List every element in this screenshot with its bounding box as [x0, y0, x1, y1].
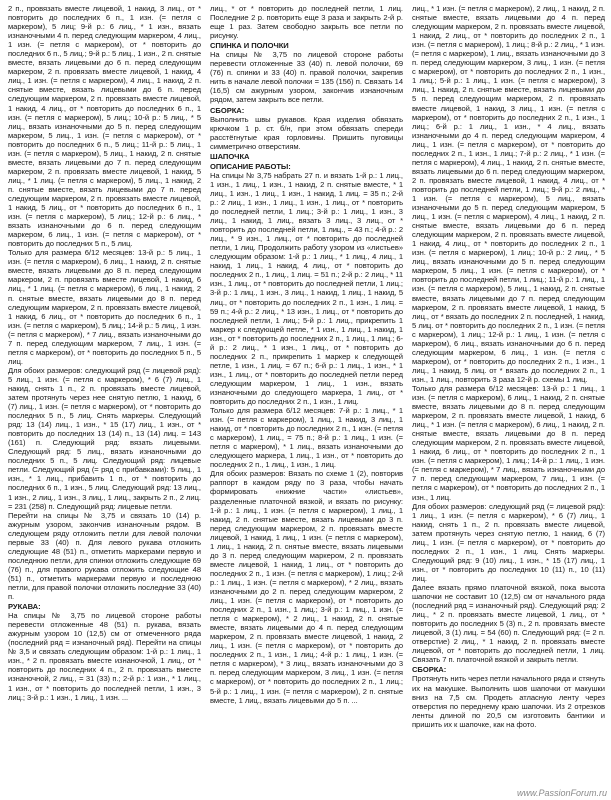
section-heading: ШАПОЧКА: [210, 151, 250, 161]
paragraph: Протянуть нить через петли начального ряда и стянуть их на макушке. Выполнить шов шапочки от макушки вниз на 7,5 см. Продеть атласную ленту через отверстия по переднему краю шапочки. Из 2 отрезков ленты длиной по 20,5 см изготовить бантики и пришить их к шапочке, как на фото.: [412, 674, 605, 729]
section-heading: ОПИСАНИЕ РАБОТЫ:: [210, 161, 291, 171]
section-heading: СБОРКА:: [412, 665, 447, 675]
section-heading: СБОРКА:: [210, 105, 245, 115]
paragraph: Только для размера 6/12 месяцев: 13-й р.: 1 лиц., 1 изн. (= петля с маркером), 6 лиц., 1 накид, 2 п. снятые вместе, вязать лицевыми до 8 п. перед следующим маркером, 2 п. провязать вместе лицевой, 1 накид, 6 лиц., * 1 изн. (= петля с маркером), 6 лиц., 1 накид, 2 п. снятые вместе, вязать лицевыми до 8 п. перед следующим маркером, 2 п. провязать вместе лицевой, 1 накид, 6 лиц., от * повторить до последних 2 п., 1 изн. (= петля с маркером), 1 лиц.; 14-й р.: 1 лиц., 1 изн. (= петля с маркером), * 7 лиц., вязать изнаночными до 7 п. перед следующим маркером, 7 лиц., 1 изн. (= петля с маркером), от * повторить до последних 2 п., 1 изн., 1 лиц.: [412, 383, 605, 502]
section-heading: РУКАВА:: [8, 602, 41, 612]
paragraph: 2 п., провязать вместе лицевой, 1 накид, 3 лиц., от * повторить до последних 6 п., 1 изн. (= петля с маркером), 5 лиц; 9-й р.: 6 лиц., * 1 изн., вязать изнаночными 4 п. перед следующим маркером, 4 лиц., 1 изн. (= петля с маркером), от * повторить до последних 6 п., 5 лиц.; 9-й р.: 5 лиц., 1 изн., 2 п. снятые вместе, вязать лицевыми до 6 п. перед следующим маркером, 2 п. провязать вместе лицевой, 1 накид, 4 лиц., 1 изн. (= петля с маркером), 4 лиц., 1 накид, 2 п. снятые вместе, вязать лицевыми до 6 п. перед следующим маркером, 2 п. провязать вместе лицевой, 1 накид, 4 лиц., от * повторить до последних 6 п., 1 изн. (= петля с маркером), 5 лиц.; 10-й р.: 5 лиц., * 5 лиц., вязать изнаночными до 5 п. перед следующим маркером, 5 лиц., 1 изн. (= петля с маркером), от * повторить до последних 6 п., 5 лиц.; 11-й р.: 5 лиц., 1 изн. (= петля с маркером), 5 лиц., 1 накид, 2 п. снятые вместе, вязать лицевыми до 7 п. перед следующим маркером, 2 п. провязать вместе лицевой, 1 накид, 5 лиц., * 1 лиц. (= петля с маркером), 5 лиц., 1 накид, 2 п. снятые вместе, вязать лицевыми до 7 п. перед следующим маркером, 2 п. провязать вместе лицевой, 1 накид, 5 лиц., от * повторить до последних 6 п., 1 изн. (= петля с маркером), 5 лиц.; 12-й р.: 6 лиц., * вязать изнаночными до 6 п. перед следующим маркером, 6 лиц., 1 изн. (= петля с маркером), от * повторить до последних 5 п., 5 лиц.: [8, 4, 201, 249]
paragraph: Далее вязать прямо платочной вязкой, пока высота шапочки не составит 10 (12,5) см от начального ряда (последний ряд = изнаночный ряд). Следующий ряд: 2 лиц., * 2 п. провязать вместе лицевой, 1 лиц., от * повторить до последних 5 (3) п., 2 п. провязать вместе лицевой, 3 (1) лиц. = 54 (60) п. Следующий ряд: (= 2 п. отверстие) 2 лиц., * 1 накид, 2 п. провязать вместе лицевой, от * повторить до последней петли, 1 лиц. Связать 7 п. платочной вязкой и закрыть петли.: [412, 583, 605, 665]
paragraph: лиц., * от * повторить до последней петли, 1 лиц. Последние 2 р. повторить еще 3 раза и закрыть 2-й р. еще 1 раз. Затем свободно закрыть все петли по рисунку.: [210, 4, 403, 41]
section-heading: СПИНКА И ПОЛОЧКИ: [210, 41, 289, 51]
paragraph: лиц., * 1 изн. (= петля с маркером), 2 лиц., 1 накид, 2 п. снятые вместе, вязать лицевыми до 4 п. перед следующим маркером, 2 п. провязать вместе лицевой, 1 накид, 2 лиц., от * повторить до последних 2 п., 1 изн. (= петля с маркером), 1 лиц.; 8-й р.: 2 лиц., * 1 изн. (= петля с маркером), 1 лиц., вязать изнаночными до 3 п. перед следующим маркером, 3 лиц., 1 изн. (= петля с маркером), от * повторить до последних 2 п., 1 изн., 1 лиц.; 5-й р.: 1 лиц., 1 изн. (= петля с маркером), 3 лиц., 1 накид, 2 п. снятые вместе, вязать лицевыми до 5 п. перед следующим маркером, 2 п. провязать вместе лицевой, 1 накид, 3 лиц., 1 изн. (= петля с маркером), от * повторить до последних 2 п., 1 изн., 1 лиц.; 6-й р.: 1 лиц., 1 изн., * 4 лиц., вязать изнаночными до 4 п. перед следующим маркером, 4 лиц., 1 изн. (= петля с маркером), от * повторить до последних 2 п., 1 изн., 1 лиц.; 7-й р.: 2 лиц., * 1 изн. (= петля с маркером), 4 лиц., 1 накид, 2 п. снятые вместе, вязать лицевыми до 6 п. перед следующим маркером, 2 п. провязать вместе лицевой, 1 накид, 4 лиц., от * повторить до последней петли, 1 лиц.; 9-й р.: 2 лиц., * 1 изн. (= петля с маркером), 5 лиц., вязать изнаночными до 5 п. перед следующим маркером, 5 лиц., 1 изн. (= петля с маркером), 4 лиц., 1 накид, 2 п. снятые вместе, вязать лицевыми до 6 п. перед следующим маркером, 2 п. провязать вместе лицевой, 1 накид, 4 лиц., от * повторить до последних 2 п., 1 изн. (= петля с маркером), 1 лиц.; 10-й р.: 2 лиц., * 5 лиц., вязать изнаночными до 5 п. перед следующим маркером, 5 лиц., 1 изн. (= петля с маркером), от * повторить до последней петли, 1 лиц.; 11-й р.: 1 лиц., 1 изн. (= петля с маркером), 5 лиц., 1 накид, 2 п. снятые вместе, вязать лицевыми до 7 п. перед следующим маркером, 2 п. провязать вместе лицевой, 1 накид, 5 лиц., от * вязать до последних 2 п. последней, 1 накид, 5 лиц. от * повторить до последних 2 п., 1 изн. (= петля с маркером), 1 лиц.; 12-й р.: 1 лиц., 1 изн. (= петля с маркером), 6 лиц., вязать изнаночными до 6 п. перед следующим маркером, 6 лиц., 1 изн. (= петля с маркером), от * повторить до последних 2 п., 1 изн., 1 лиц., 1 накид, 5 лиц. от * вязать до последних 2 п., 1 изн., 1 лиц., повторить 3 раза 12-й р. схемы 1 лиц.: [412, 4, 605, 384]
text-column-1: [8, 4, 201, 796]
paragraph: Для обоих размеров: Вязать по схеме 1 (2), повторив раппорт в каждом ряду по 3 раза, чтобы начать формировать «нижние части» «листьев», разделенные платочной вязкой, и вязать по рисунку: 1-й р.: 1 лиц., 1 изн. (= петля с маркером), 1 лиц., 1 накид, 2 п. снятые вместе, вязать лицевыми до 3 п. перед следующим маркером, 2 п. провязать вместе лицевой, 1 накид, 1 лиц., 1 изн. (= петля с маркером), 1 лиц., 1 накид, 2 п. снятые вместе, вязать лицевыми до 3 п. перед следующим маркером, 2 п. провязать вместе лицевой, 1 накид, 1 лиц., от * повторить до последних 2 п., 1 изн. (= петля с маркером), 1 лиц.; 2-й р.: 1 лиц., 1 изн. (= петля с маркером), * 2 лиц., вязать изнаночными до 2 п. перед следующим маркером, 2 лиц., 1 изн. (= петля с маркером), от * повторить до последних 2 п., 1 изн., 1 лиц.; 3-й р.: 1 лиц., 1 изн. (= петля с маркером), * 2 лиц., 1 накид, 2 п. снятые вместе, вязать лицевыми до 4 п. перед следующим маркером, 2 п. провязать вместе лицевой, 1 накид, 2 лиц., 1 изн. (= петля с маркером), от * повторить до последних 2 п., 1 изн., 1 лиц.; 4-й р.: 1 лиц., 1 изн. (= петля с маркером), * 3 лиц., вязать изнаночными до 3 п. перед следующим маркером, 3 лиц., 1 изн. (= петля с маркером), от * повторить до последних 2 п., 1 лиц.; 5-й р.: 1 лиц., 1 изн. (= петля с маркером), 2 п. снятые вместе, 1 лиц., вязать лицевыми до 5 п. ...: [210, 469, 403, 705]
paragraph: Только для размера 6/12 месяцев: 7-й р.: 1 лиц., * 1 изн. (= петля с маркером), 1 лиц., 1 накид, 3 лиц., 1 накид, от * повторить до последних 2 п., 1 изн. (= петля с маркером), 1 лиц., = 75 п.; 8-й р.: 1 лиц., 1 изн. (= петля с маркером), * 1 лиц., вязать изнаночными до следующего маркера, 1 лиц., 1 изн., от * повторить до последних 2 п., 1 лиц., 1 изн., 1 лиц.: [210, 406, 403, 470]
paragraph: Для обоих размеров: следующий ряд (= лицевой ряд): 1 лиц., 1 изн. (= петля с маркером), * 6 (7) лиц., 1 накид, снять 1 п., 2 п. провязать вместе лицевой, затем протянуть через снятую петлю, 1 накид, 6 (7) лиц., 1 изн. (= петля с маркером), от * повторить до последних 2 п., 1 изн., 1 лиц. Снять маркеры. Следующий ряд: 9 (10) лиц., 1 изн., * 15 (17) лиц., 1 изн., от * повторить до последних 10 (11) п., 10 (11) лиц.: [412, 501, 605, 583]
paragraph: Для обоих размеров: следующий ряд (= лицевой ряд): 5 лиц., 1 изн. (= петля с маркером), * 6 (7) лиц., 1 накид, снять 1 п., 2 п. провязать вместе лицевой, затем протянуть через нее снятую петлю, 1 накид, 6 (7) лиц., 1 изн. (= петля с маркером), от * повторить до последних 5 п., 5 лиц. Снять маркеры. Следующий ряд: 13 (14) лиц., 1 изн., * 15 (17) лиц., 1 изн., от * повторить до последних 13 (14) п., 13 (14) лиц. = 143 (161) п. Следующий ряд: вязать лицевыми. Следующий ряд: 5 лиц., вязать изнаночными до последних 5 п., 5 лиц. Следующий ряд: лицевые петли. Следующий ряд (= ряд с прибавками): 5 лиц., 1 изн., * 1 лиц., прибавить 1 п., от * повторить до последних 6 п., 1 изн., 5 лиц. Следующий ряд: 13 лиц., 1 изн., 2 лиц., 1 изн., 3 лиц., 1 лиц., закрыть 2 п., 2 лиц. = 231 (258) п. Следующий ряд: лицевые петли.: [8, 365, 201, 511]
paragraph: Выполнить швы рукавов. Края изделия обвязать крючком 1 р. ст. б/н, при этом обвязать спереди расстёгнутые края горловины. Пришить пуговицы симметрично отверстиям.: [210, 114, 403, 151]
paragraph: Только для размера 6/12 месяцев: 13-й р.: 5 лиц., 1 изн. (= петля с маркером), 6 лиц., 1 накид, 2 п. снятые вместе, вязать лицевыми до 8 п. перед следующим маркером, 2 п. провязать вместе лицевой, 1 накид, 6 лиц., * 1 лиц. (= петля с маркером), 6 лиц., 1 накид, 2 п. снятые вместе, вязать лицевыми до 8 п. перед следующим маркером, 2 п. провязать вместе лицевой, 1 накид, 6 лиц., от * повторить до последних 6 п., 1 изн. (= петля с маркером), 5 лиц.; 14-й р.: 5 лиц., 1 изн. (= петля с маркером), * 7 лиц., вязать изнаночными до 7 п. перед следующим маркером, 7 лиц., 1 изн. (= петля с маркером), от * повторить до последних 5 п., 5 лиц.: [8, 248, 201, 366]
paragraph: На спицы № 3,75 по лицевой стороне работы перевести отложенные 33 (40) п. левой полочки, 69 (76) п. спинки и 33 (40) п. правой полочки, закрепив нить в начале левой полочки = 135 (156) п. Связать 14 (16,5) см ажурным узором, закончив изнаночным рядом, затем закрыть все петли.: [210, 50, 403, 105]
paragraph: На спицы № 3,75 по лицевой стороне работы перевести отложенные 48 (51) п. рукава, вязать ажурным узором 10 (12,5) см от отмеченного ряда (последний ряд = изнаночный ряд). Перейти на спицы № 3,5 и связать следующим образом: 1-й р.: 1 лиц., 1 изн., * 2 п. провязать вместе изнаночной, 1 лиц., от * повторить до последних 4 п., 2 п. провязать вместе изнаночной, 2 лиц., = 31 (33) п.; 2-й р.: 1 изн., * 1 лиц., 1 изн., от * повторить до последней петли, 1 изн., 3 лиц.; 3-й р.: 1 изн., 1 лиц., 1 изн. ...: [8, 611, 201, 702]
paragraph: Перейти на спицы № 3,75 и связать 10 (14) р. ажурным узором, закончив изнаночным рядом. В следующем ряду отложить петли для левой полочки первые 33 (40) п. Для левого рукава отложить следующие 48 (51) п., отметить маркерами первую и последнюю петли, для спинки отложить следующие 69 (76) п., для правого рукава отложить следующие 48 (51) п., отметить маркерами первую и последнюю петли, для правой полочки отложить последние 33 (40) п.: [8, 510, 201, 602]
site-watermark: www.PassionForum.ru: [516, 788, 607, 798]
text-column-2: [210, 4, 403, 796]
text-column-3: [412, 4, 605, 796]
paragraph: На спицы № 3,75 набрать 27 п. и вязать 1-й р.: 1 лиц., 1 изн., 1 лиц., 1 изн., 1 накид, 2 п. снятые вместе, * 1 лиц., 1 изн., 1 лиц., 1 изн., 1 накид, 1 лиц. = 35 п.; 2-й р.: 2 лиц., 1 изн., 1 лиц., 1 изн., 1 лиц., от * повторить до последней петли, 1 лиц.; 3-й р.: 1 лиц., 1 изн., 3 лиц., 1 накид, 1 лиц., вязать 3 лиц., 3 лиц., от * повторить до последней петли, 1 лиц., = 43 п.; 4-й р.: 2 лиц., * 9 изн., 1 лиц., от * повторить до последней петли, 1 лиц. Продолжить работу узором из «листьев» следующим образом: 1-й р.: 1 лиц., * 1 лиц., 4 лиц., 1 накид, 1 лиц., 1 накид, 4 лиц., от * повторить до последних 2 п., 1 лиц., 1 лиц. = 51 п.; 2-й р.: 2 лиц., * 11 изн., 1 лиц., от * повторить до последней петли, 1 лиц.; 3-й р.: 1 лиц., 1 изн., 3 лиц., 1 накид, 1 лиц., 1 накид, 5 лиц., от * повторить до последних 2 п., 1 изн., 1 лиц. = 59 п.; 4-й р.: 2 лиц., * 13 изн., 1 лиц., от * повторить до последней петли, 1 лиц.; 5-й р.: 1 лиц., прикрепить 1 маркер к следующей петле, * 1 изн., 1 лиц., 1 накид, 1 изн., от * повторить до последних 2 п., 1 лиц., 1 лиц.; 6-й р.: 2 лиц., * 1 изн., 1 лиц., от * повторить до последних 2 п., прикрепить 1 маркер к следующей петле, 1 изн., 1 лиц. = 67 п.; 6-й р.: 1 лиц., 1 изн., * 1 изн., 1 лиц., от * повторить до последней петли перед следующим маркером, 1 лиц., 1 изн., вязать изнаночными до следующего маркера, 1 лиц., от * повторить до последних 2 п., 1 изн., 1 лиц.: [210, 170, 403, 407]
